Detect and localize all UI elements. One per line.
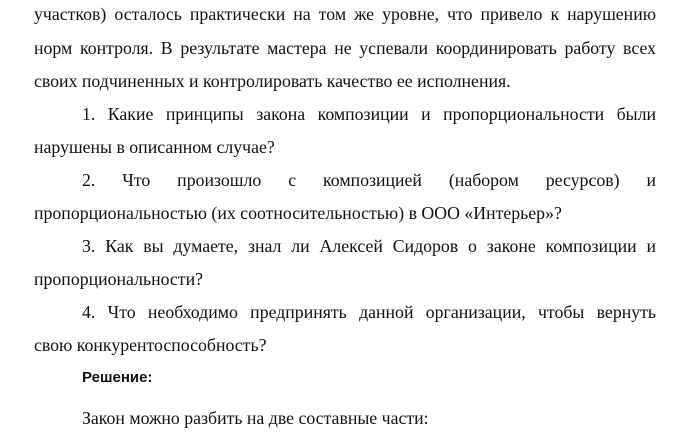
question-4-line-1: 4. Что необходимо предпринять данной организации, чтобы вернуть xyxy=(82,302,656,322)
intro-line-1: участков) осталось практически на том же уровне, что привело к нарушению xyxy=(34,4,656,24)
question-2-line-2: пропорциональностью (их соотносительностью) в ООО «Интерьер»? xyxy=(34,203,562,223)
intro-line-2: норм контроля. В результате мастера не успевали координировать работу всех xyxy=(34,38,656,58)
question-3-line-2: пропорциональности? xyxy=(34,269,203,289)
intro-line-3: своих подчиненных и контролировать качество ее исполнения. xyxy=(34,71,511,91)
question-1-line-2: нарушены в описанном случае? xyxy=(34,137,275,157)
solution-heading: Решение: xyxy=(82,369,153,386)
question-4-line-2: свою конкурентоспособность? xyxy=(34,335,267,355)
question-3-line-1: 3. Как вы думаете, знал ли Алексей Сидоров о законе композиции и xyxy=(82,236,656,256)
solution-line-1: Закон можно разбить на две составные части: xyxy=(82,408,429,428)
question-1-line-1: 1. Какие принципы закона композиции и пропорциональности были xyxy=(82,104,656,124)
question-2-line-1: 2. Что произошло с композицией (набором ресурсов) и xyxy=(82,170,656,190)
